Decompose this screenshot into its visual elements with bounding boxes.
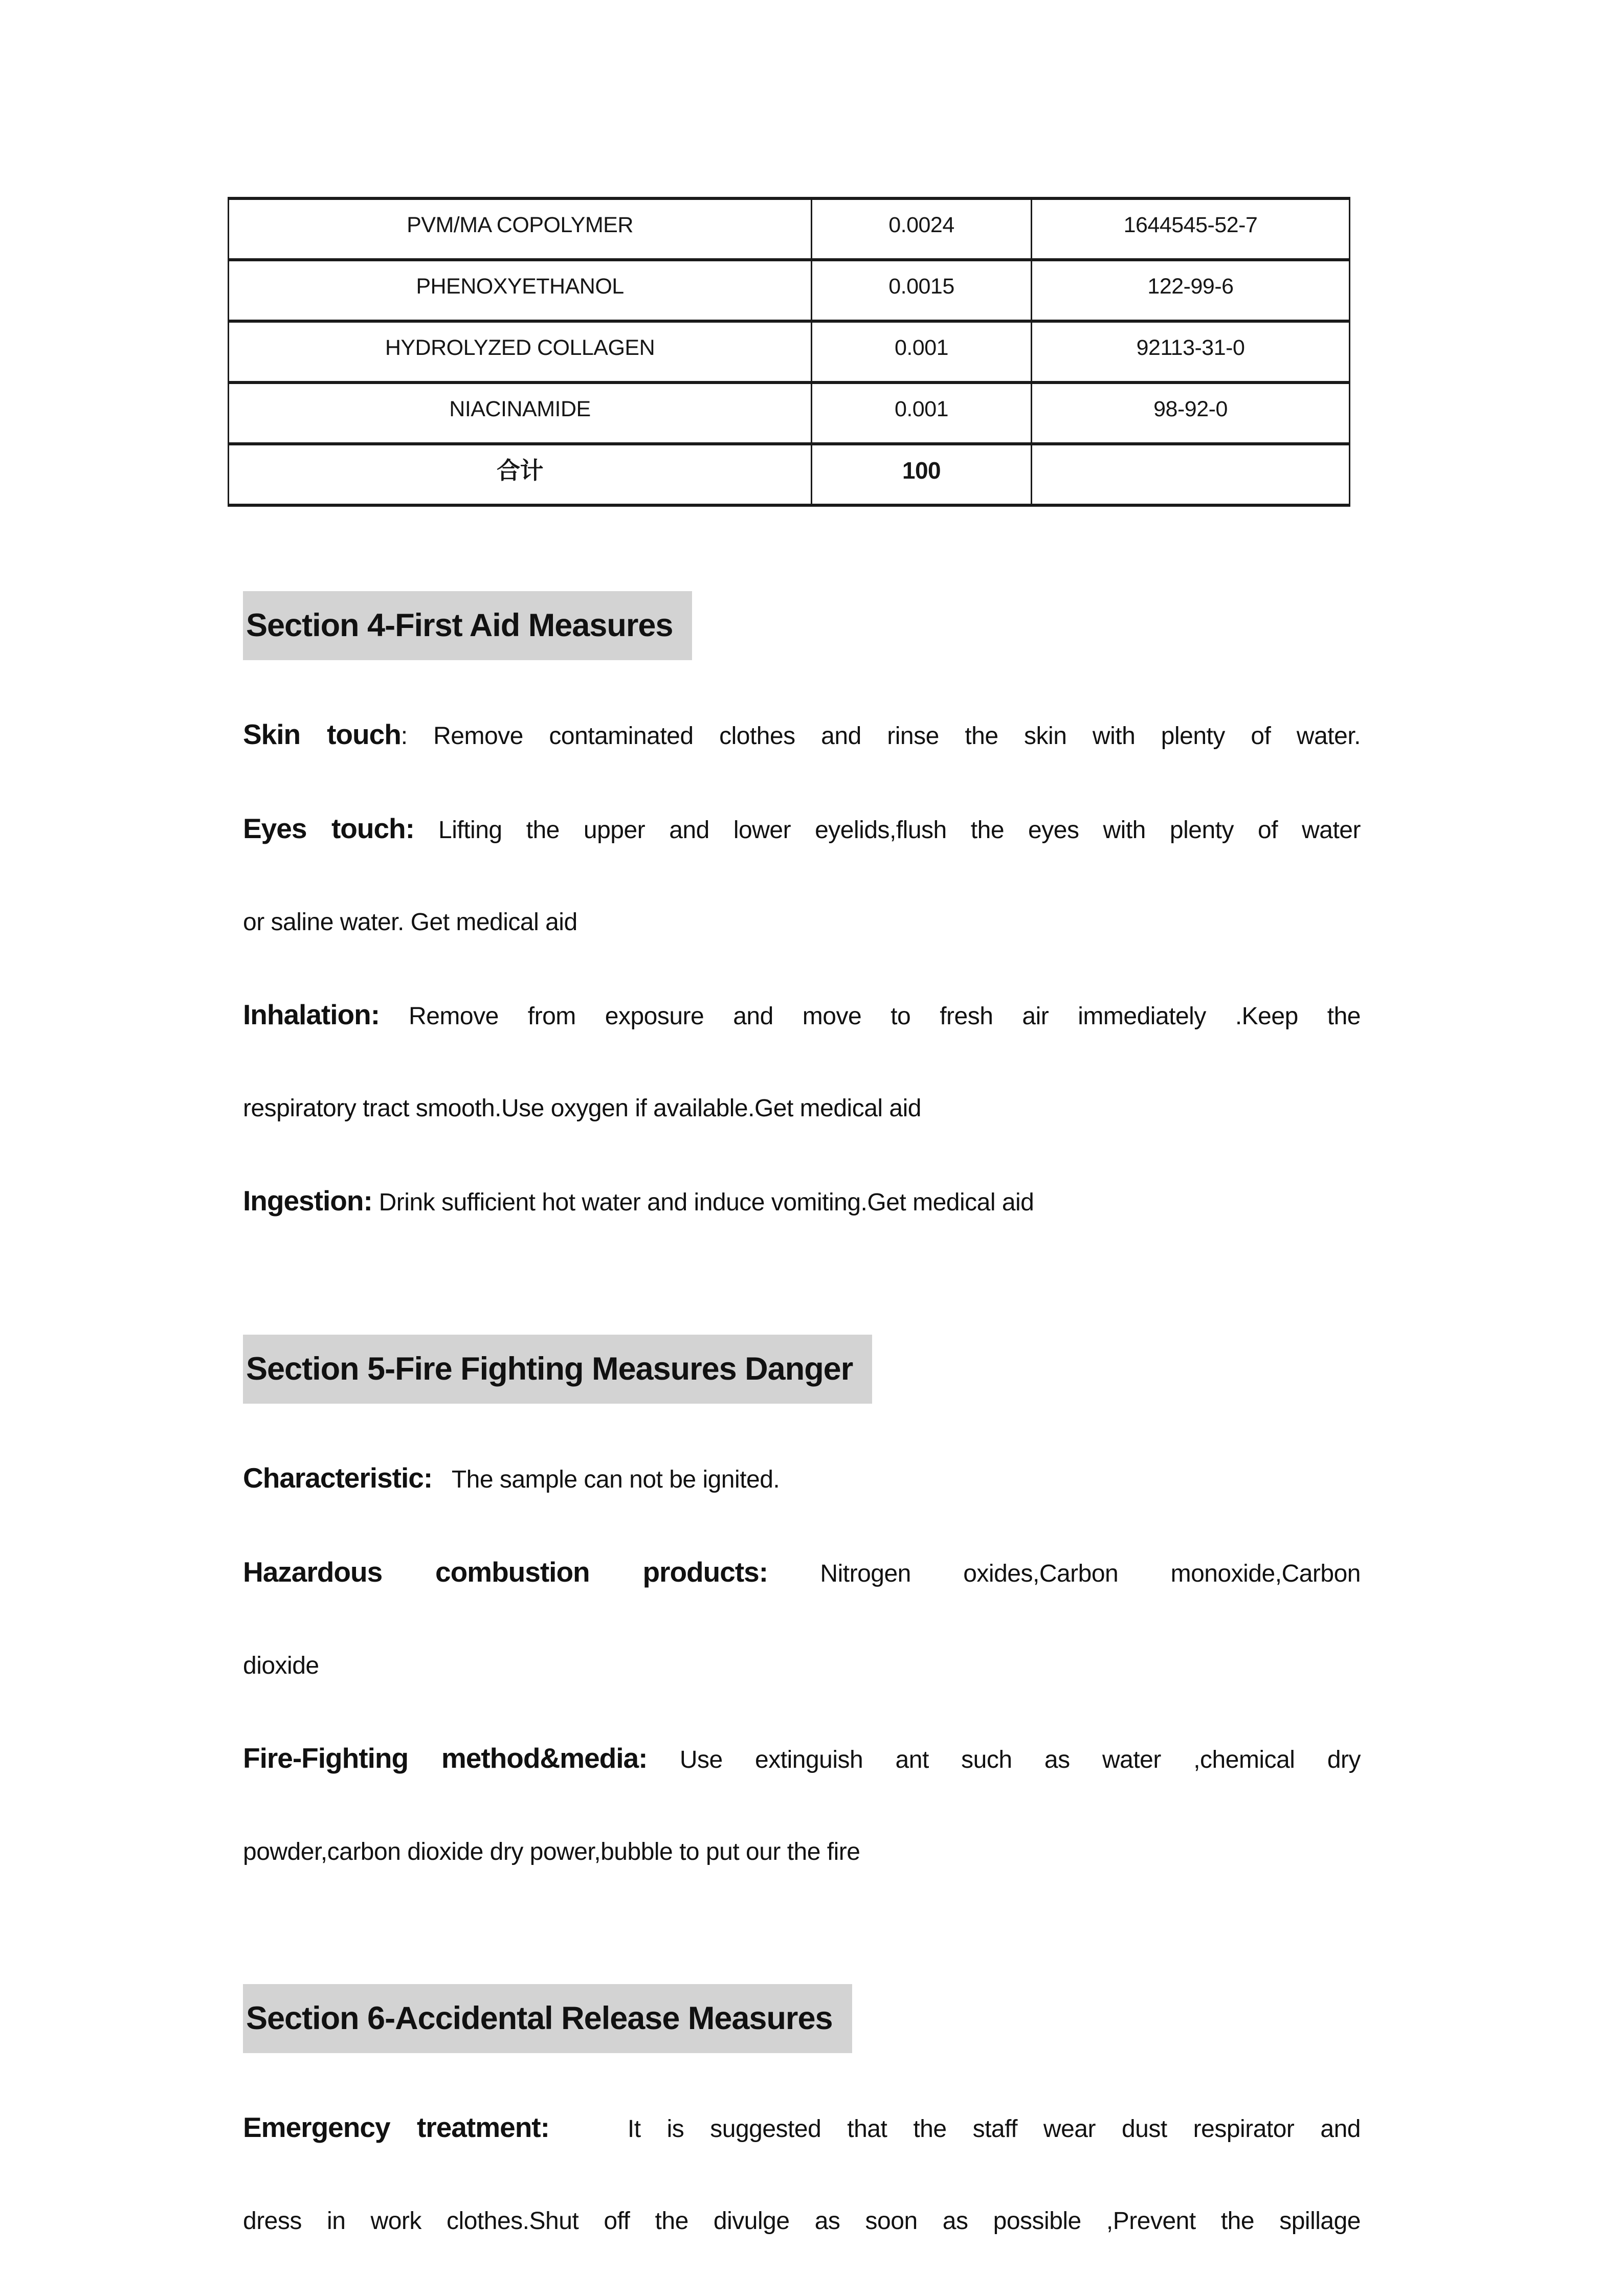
paragraph-text: Use extinguish ant such as water ,chemical dry	[647, 1746, 1361, 1773]
paragraph-text: powder,carbon dioxide dry power,bubble to put our the fire	[243, 1838, 860, 1865]
section-4-heading: Section 4-First Aid Measures	[243, 591, 692, 660]
paragraph-line	[243, 1432, 1361, 1526]
paragraph-line	[243, 688, 1361, 782]
paragraph-label: Fire-Fighting method&media:	[243, 1742, 648, 1774]
paragraph-text: dioxide	[243, 1652, 319, 1679]
ingredients-table	[228, 197, 1350, 507]
paragraph-line	[243, 1526, 1361, 1620]
paragraph-text: : Remove contaminated clothes and rinse the skin with plenty of water.	[401, 723, 1361, 750]
section-6-heading: Section 6-Accidental Release Measures	[243, 1984, 852, 2053]
paragraph-text: Lifting the upper and lower eyelids,flush the eyes with plenty of water	[414, 817, 1361, 844]
paragraph-label: Eyes touch:	[243, 813, 414, 844]
paragraph-line	[243, 2175, 1361, 2267]
ingredient-name-cell: HYDROLYZED COLLAGEN	[229, 321, 812, 382]
paragraph-label: Characteristic:	[243, 1462, 433, 1494]
total-cas-cell	[1032, 444, 1350, 505]
section-5-body	[243, 1432, 1361, 1898]
total-percent-cell: 100	[812, 444, 1032, 505]
ingredient-name-cell: NIACINAMIDE	[229, 382, 812, 444]
paragraph-text: respiratory tract smooth.Use oxygen if available.Get medical aid	[243, 1095, 921, 1122]
section-6-heading-row	[243, 1984, 1399, 2053]
paragraph-text: dress in work clothes.Shut off the divulge as soon as possible ,Prevent the spillage	[243, 2208, 1361, 2235]
section-4-heading-row	[243, 591, 1399, 660]
paragraph-line	[243, 969, 1361, 1063]
section-6-body	[243, 2081, 1361, 2267]
paragraph-text: The sample can not be ignited.	[432, 1466, 780, 1493]
paragraph-label: Hazardous combustion products:	[243, 1556, 768, 1588]
paragraph-line	[243, 1155, 1361, 1249]
paragraph-line	[243, 2081, 1361, 2175]
ingredient-percent-cell: 0.001	[812, 382, 1032, 444]
paragraph-label: Skin touch	[243, 718, 401, 750]
section-4-body	[243, 688, 1361, 1249]
paragraph-label: Inhalation:	[243, 999, 380, 1030]
ingredient-name-cell: PHENOXYETHANOL	[229, 260, 812, 321]
paragraph-line	[243, 876, 1361, 969]
paragraph-line	[243, 1806, 1361, 1898]
paragraph-line	[243, 1063, 1361, 1155]
table-row	[229, 260, 1350, 321]
paragraph-line	[243, 782, 1361, 876]
paragraph-line	[243, 1712, 1361, 1806]
table-row	[229, 198, 1350, 260]
paragraph-text: or saline water. Get medical aid	[243, 909, 577, 936]
paragraph-text: Drink sufficient hot water and induce vomiting.Get medical aid	[372, 1189, 1034, 1216]
ingredient-name-cell: PVM/MA COPOLYMER	[229, 198, 812, 260]
ingredient-percent-cell: 0.001	[812, 321, 1032, 382]
paragraph-line	[243, 1620, 1361, 1712]
table-row	[229, 382, 1350, 444]
section-5-heading: Section 5-Fire Fighting Measures Danger	[243, 1335, 872, 1404]
total-label-cell: 合计	[229, 444, 812, 505]
paragraph-text: It is suggested that the staff wear dust respirator and	[549, 2115, 1361, 2143]
paragraph-text: Remove from exposure and move to fresh air immediately .Keep the	[380, 1003, 1361, 1030]
section-5-heading-row	[243, 1335, 1399, 1404]
paragraph-label: Emergency treatment:	[243, 2111, 549, 2143]
paragraph-label: Ingestion:	[243, 1185, 372, 1217]
ingredient-percent-cell: 0.0024	[812, 198, 1032, 260]
ingredient-cas-cell: 122-99-6	[1032, 260, 1350, 321]
ingredient-cas-cell: 98-92-0	[1032, 382, 1350, 444]
table-total-row	[229, 444, 1350, 505]
paragraph-text: Nitrogen oxides,Carbon monoxide,Carbon	[768, 1560, 1361, 1587]
table-row	[229, 321, 1350, 382]
ingredient-cas-cell: 1644545-52-7	[1032, 198, 1350, 260]
ingredient-percent-cell: 0.0015	[812, 260, 1032, 321]
ingredient-cas-cell: 92113-31-0	[1032, 321, 1350, 382]
